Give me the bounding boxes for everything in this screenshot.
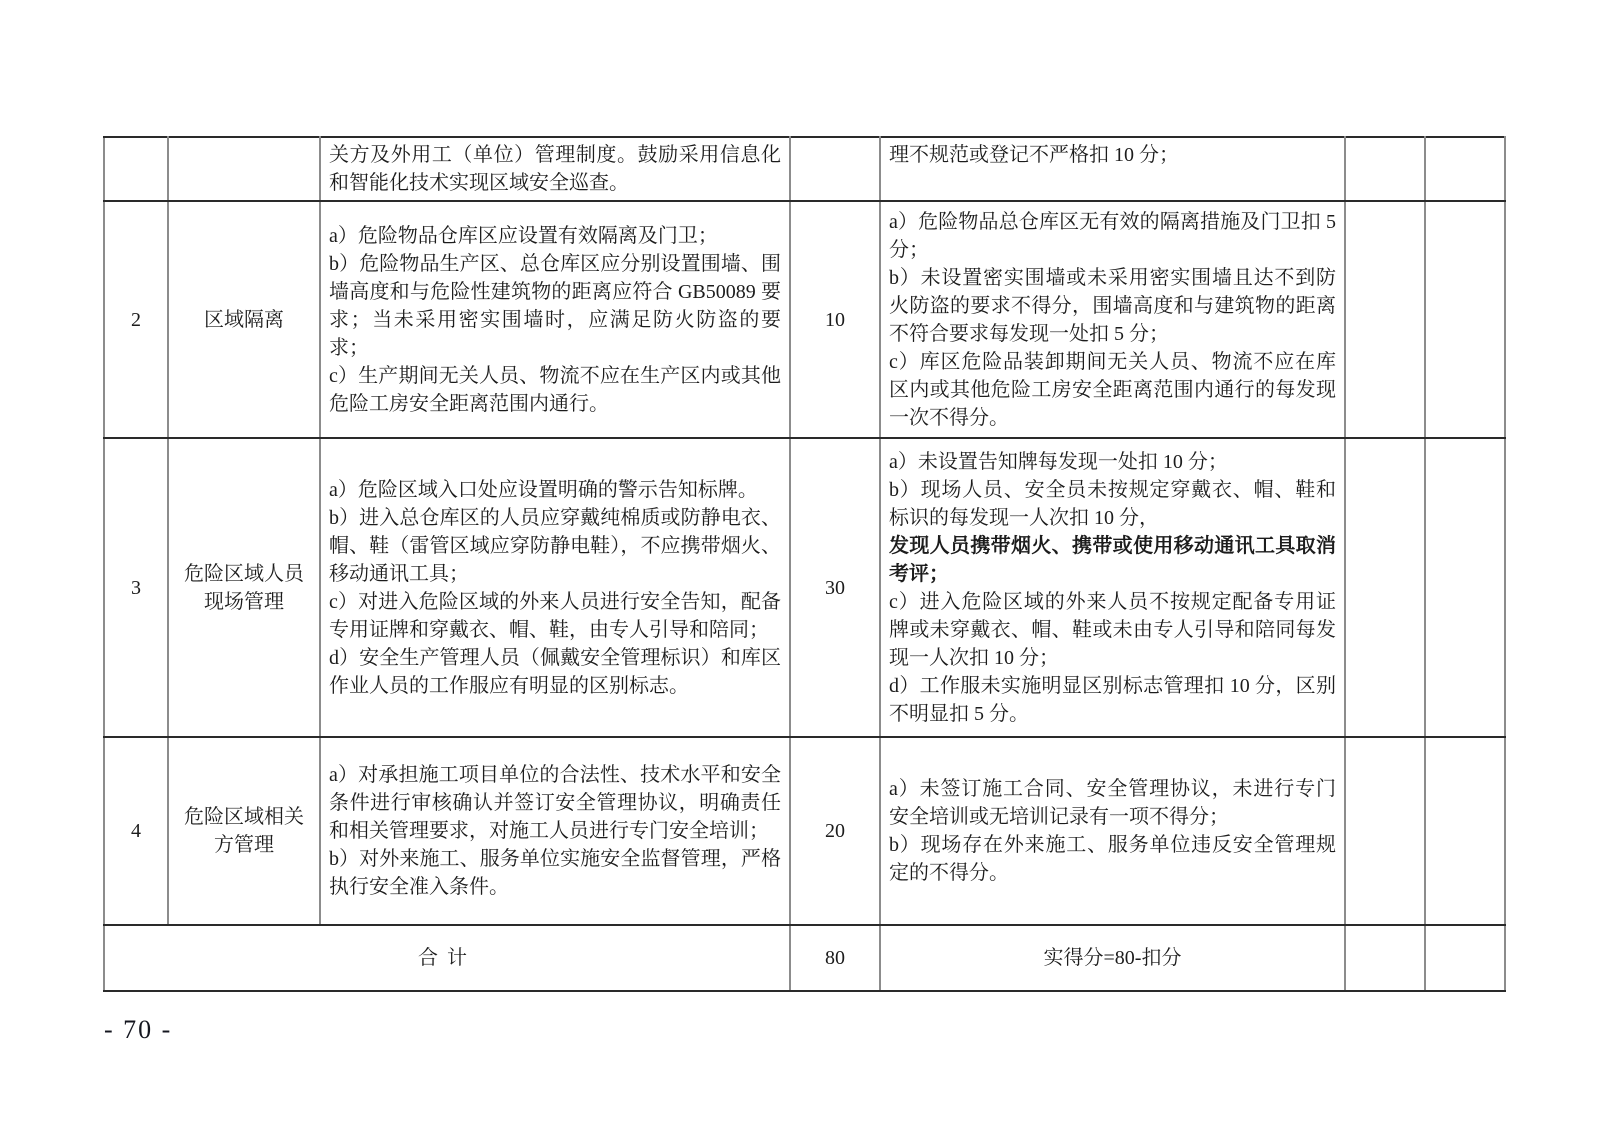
- cell-category: 区域隔离: [168, 201, 320, 438]
- cell-blank: [1425, 737, 1505, 925]
- cell-total-result: 实得分=80-扣分: [880, 925, 1345, 991]
- safety-criteria-table: [103, 136, 1506, 992]
- cell-score: 20: [790, 737, 880, 925]
- text-paragraph: 理不规范或登记不严格扣 10 分；: [889, 144, 1179, 166]
- table-row-personnel-management: [104, 438, 1505, 737]
- text-paragraph: a）未签订施工合同、安全管理协议，未进行专门安全培训或无培训记录有一项不得分；: [889, 778, 1336, 828]
- cell-blank: [104, 137, 168, 201]
- cell-requirements: [320, 737, 790, 925]
- cell-number: 4: [104, 737, 168, 925]
- table-row-area-isolation: [104, 201, 1505, 438]
- text-paragraph: a）危险物品仓库区应设置有效隔离及门卫；: [329, 224, 718, 247]
- cell-requirements: [320, 201, 790, 438]
- cell-blank: [1345, 137, 1425, 201]
- text-paragraph: b）现场人员、安全员未按规定穿戴衣、帽、鞋和标识的每发现一人次扣 10 分，: [889, 478, 1336, 529]
- text-paragraph: b）未设置密实围墙或未采用密实围墙且达不到防火防盗的要求不得分，围墙高度和与建筑物的距离不符合要求每发现一处扣 5 分；: [889, 266, 1336, 345]
- cell-deductions: [880, 438, 1345, 737]
- cell-deductions: [880, 201, 1345, 438]
- total-label: 合计: [418, 947, 476, 969]
- cell-deductions: [880, 737, 1345, 925]
- table-row-related-parties: [104, 737, 1505, 925]
- text-paragraph: a）危险物品总仓库区无有效的隔离措施及门卫扣 5 分；: [889, 210, 1336, 261]
- text-paragraph: d）安全生产管理人员（佩戴安全管理标识）和库区作业人员的工作服应有明显的区别标志。: [329, 646, 781, 697]
- cell-blank: [1425, 438, 1505, 737]
- deduction-paragraph-bold: 发现人员携带烟火、携带或使用移动通讯工具取消考评；: [889, 534, 1336, 585]
- text-paragraph: b）对外来施工、服务单位实施安全监督管理，严格执行安全准入条件。: [329, 848, 781, 898]
- cell-blank: [1345, 201, 1425, 438]
- cell-blank: [790, 137, 880, 201]
- text-paragraph: b）现场存在外来施工、服务单位违反安全管理规定的不得分。: [889, 834, 1336, 884]
- text-paragraph: 关方及外用工（单位）管理制度。鼓励采用信息化和智能化技术实现区域安全巡查。: [329, 144, 781, 194]
- text-paragraph: c）生产期间无关人员、物流不应在生产区内或其他危险工房安全距离范围内通行。: [329, 364, 781, 415]
- cell-requirements: [320, 438, 790, 737]
- cell-score: 30: [790, 438, 880, 737]
- text-paragraph: a）未设置告知牌每发现一处扣 10 分；: [889, 450, 1228, 473]
- cell-blank: [168, 137, 320, 201]
- table-row-total: [104, 925, 1505, 991]
- cell-number: 3: [104, 438, 168, 737]
- text-paragraph: b）进入总仓库区的人员应穿戴纯棉质或防静电衣、帽、鞋（雷管区域应穿防静电鞋），不应携带烟火、移动通讯工具；: [329, 506, 781, 585]
- text-paragraph: c）进入危险区域的外来人员不按规定配备专用证牌或未穿戴衣、帽、鞋或未由专人引导和陪同每发现一人次扣 10 分；: [889, 590, 1336, 669]
- cell-total-score: 80: [790, 925, 880, 991]
- cell-number: 2: [104, 201, 168, 438]
- table-row-continuation: [104, 137, 1505, 201]
- cell-blank: [1345, 925, 1425, 991]
- cell-blank: [1345, 438, 1425, 737]
- cell-category: 危险区域人员现场管理: [168, 438, 320, 737]
- text-paragraph: b）危险物品生产区、总仓库区应分别设置围墙、围墙高度和与危险性建筑物的距离应符合 GB50089 要求；当未采用密实围墙时，应满足防火防盗的要求；: [329, 252, 781, 359]
- cell-blank: [1345, 737, 1425, 925]
- text-paragraph: d）工作服未实施明显区别标志管理扣 10 分，区别不明显扣 5 分。: [889, 674, 1336, 725]
- cell-category: 危险区域相关方管理: [168, 737, 320, 925]
- cell-blank: [1425, 201, 1505, 438]
- cell-blank: [1425, 137, 1505, 201]
- text-paragraph: a）危险区域入口处应设置明确的警示告知标牌。: [329, 478, 758, 501]
- cell-requirements: [320, 137, 790, 201]
- text-paragraph: c）对进入危险区域的外来人员进行安全告知，配备专用证牌和穿戴衣、帽、鞋，由专人引导和陪同；: [329, 590, 781, 641]
- cell-total-label: [104, 925, 790, 991]
- page-number: - 70 -: [104, 1015, 173, 1044]
- text-paragraph: a）对承担施工项目单位的合法性、技术水平和安全条件进行审核确认并签订安全管理协议，明确责任和相关管理要求，对施工人员进行专门安全培训；: [329, 764, 781, 842]
- text-paragraph: c）库区危险品装卸期间无关人员、物流不应在库区内或其他危险工房安全距离范围内通行的每发现一次不得分。: [889, 350, 1336, 429]
- cell-blank: [1425, 925, 1505, 991]
- cell-score: 10: [790, 201, 880, 438]
- cell-deductions: [880, 137, 1345, 201]
